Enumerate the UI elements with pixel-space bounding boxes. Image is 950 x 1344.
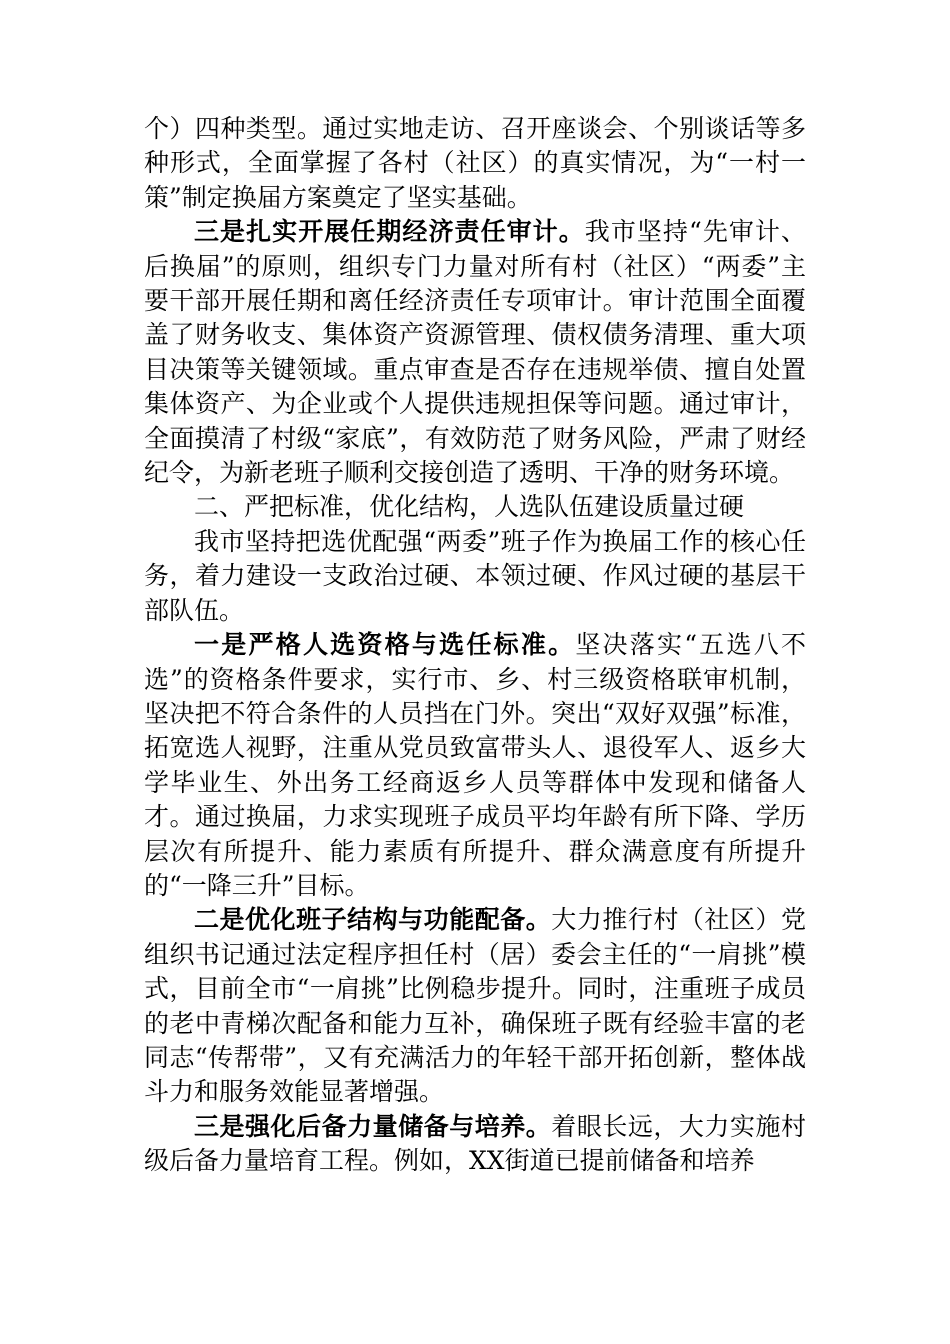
paragraph-6-structure (144, 903, 806, 1109)
paragraph-7-reserve (144, 1110, 806, 1179)
paragraph-text: 个）四种类型。通过实地走访、召开座谈会、个别谈话等多种形式，全面掌握了各村（社区）的真实情况，为“一村一策”制定换届方案奠定了坚实基础。 (144, 114, 806, 212)
paragraph-4-intro (144, 525, 806, 628)
paragraph-lead: 三是扎实开展任期经济责任审计。 (194, 217, 585, 247)
paragraph-1 (144, 112, 806, 215)
paragraph-5-qualification (144, 628, 806, 903)
paragraph-text: 着眼长远，大力实施村级后备力量培育工程。例如，XX街道已提前储备和培养 (144, 1111, 806, 1176)
paragraph-lead: 三是强化后备力量储备与培养。 (194, 1111, 552, 1141)
paragraph-text: 坚决落实“五选八不选”的资格条件要求，实行市、乡、村三级资格联审机制，坚决把不符合条件的人员挡在门外。突出“双好双强”标准，拓宽选人视野，注重从党员致富带头人、退役军人、返乡大学毕业生、外出务工经商返乡人员等群体中发现和储备人才。通过换届，力求实现班子成员平均年龄有所下降、学历层次有所提升、能力素质有所提升、群众满意度有所提升的“一降三升”目标。 (144, 630, 806, 900)
paragraph-text: 大力推行村（社区）党组织书记通过法定程序担任村（居）委会主任的“一肩挑”模式，目前全市“一肩挑”比例稳步提升。同时，注重班子成员的老中青梯次配备和能力互补，确保班子既有经验丰富的老同志“传帮带”，又有充满活力的年轻干部开拓创新，整体战斗力和服务效能显著增强。 (144, 905, 806, 1107)
paragraph-text: 我市坚持把选优配强“两委”班子作为换届工作的核心任务，着力建设一支政治过硬、本领过硬、作风过硬的基层干部队伍。 (144, 526, 806, 625)
paragraph-text: 我市坚持“先审计、后换届”的原则，组织专门力量对所有村（社区）“两委”主要干部开展任期和离任经济责任专项审计。审计范围全面覆盖了财务收支、集体资产资源管理、债权债务清理、重大项目决策等关键领域。重点审查是否存在违规举债、擅自处置集体资产、为企业或个人提供违规担保等问题。通过审计，全面摸清了村级“家底”，有效防范了财务风险，严肃了财经纪令，为新老班子顺利交接创造了透明、干净的财务环境。 (144, 217, 806, 488)
paragraph-lead: 一是严格人选资格与选任标准。 (194, 630, 576, 660)
paragraph-lead: 二是优化班子结构与功能配备。 (194, 905, 552, 935)
document-body (144, 112, 806, 1179)
section-heading-2 (144, 490, 806, 524)
section-heading-text: 二、严把标准，优化结构，人选队伍建设质量过硬 (194, 492, 745, 522)
paragraph-2-audit (144, 215, 806, 490)
